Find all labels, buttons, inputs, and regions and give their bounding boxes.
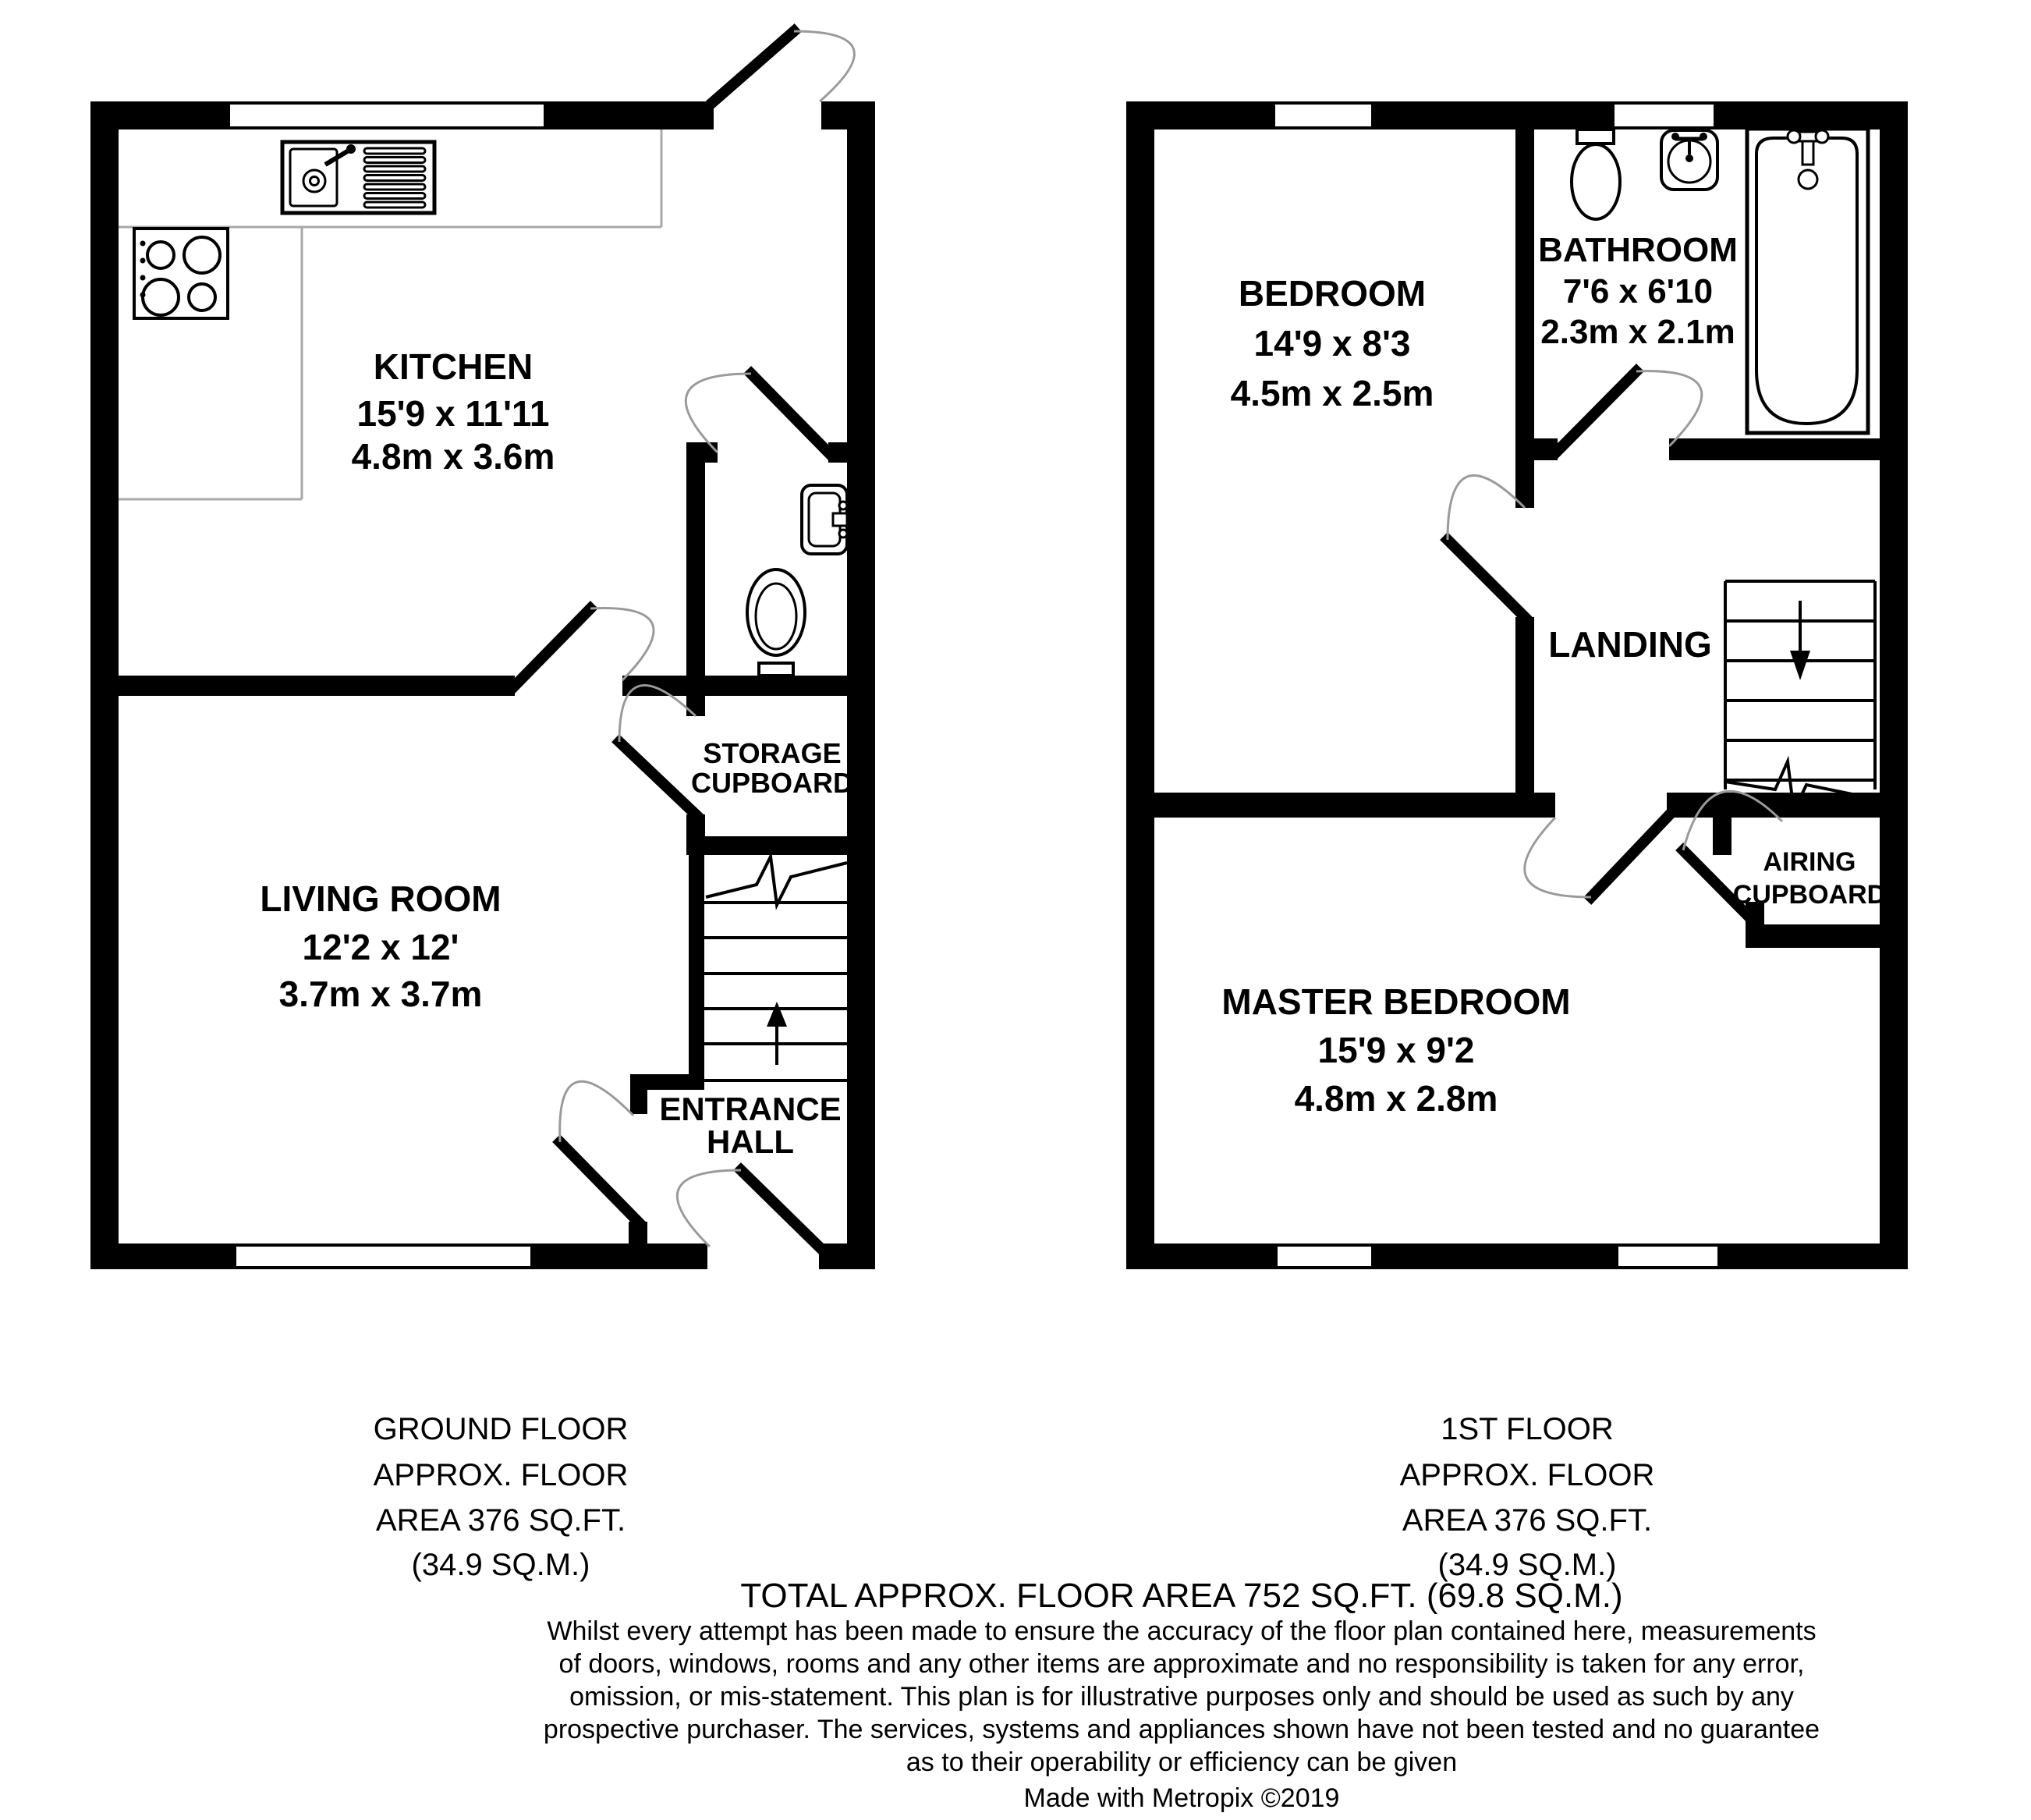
ground-floor-area-caption — [374, 1412, 629, 1582]
gf-caption-line3: AREA 376 SQ.FT. — [375, 1503, 626, 1538]
bathroom-dims-imperial: 7'6 x 6'10 — [1562, 272, 1714, 310]
storage-cupboard-label — [691, 737, 853, 799]
ff-caption-line3: AREA 376 SQ.FT. — [1402, 1503, 1653, 1538]
living-room-dims-imperial: 12'2 x 12' — [302, 927, 459, 967]
living-room-dims-metric: 3.7m x 3.7m — [278, 974, 483, 1014]
master-bedroom-name: MASTER BEDROOM — [1221, 981, 1571, 1022]
ff-caption-line4: (34.9 SQ.M.) — [1437, 1548, 1617, 1582]
disclaimer-line3: omission, or mis-statement. This plan is for illustrative purposes only and should be used as such by any — [569, 1682, 1794, 1712]
disclaimer-line2: of doors, windows, rooms and any other items are approximate and no responsibility is taken for any error, — [558, 1649, 1805, 1679]
first-floor-plan — [1126, 101, 1908, 1269]
kitchen-dims-metric: 4.8m x 3.6m — [351, 436, 555, 477]
ground-floor-plan — [90, 31, 875, 1269]
wc-basin-icon — [802, 485, 847, 554]
kitchen-sink-icon — [282, 142, 434, 213]
bathroom-dims-metric: 2.3m x 2.1m — [1540, 313, 1735, 351]
bathroom-label — [1538, 231, 1738, 351]
total-area-caption — [740, 1577, 1622, 1615]
disclaimer-line5: as to their operability or efficiency can be given — [906, 1747, 1458, 1777]
living-room-name: LIVING ROOM — [260, 878, 502, 919]
bedroom-door — [1448, 476, 1525, 617]
credit-text: Made with Metropix ©2019 — [1023, 1783, 1340, 1813]
bedroom-label — [1231, 273, 1434, 413]
disclaimer-line1: Whilst every attempt has been made to ensure the accuracy of the floor plan contained here, measurements — [547, 1616, 1817, 1646]
living-room-label — [260, 878, 501, 1014]
master-bedroom-dims-metric: 4.8m x 2.8m — [1294, 1078, 1498, 1119]
back-door — [714, 31, 854, 101]
stairs-up-icon — [704, 857, 847, 1080]
storage-line2: CUPBOARD — [690, 767, 854, 799]
stairs-down-icon — [1725, 581, 1875, 811]
bath-icon — [1747, 129, 1868, 433]
bedroom-dims-metric: 4.5m x 2.5m — [1230, 373, 1434, 413]
ff-caption-line1: 1ST FLOOR — [1441, 1412, 1614, 1446]
front-door — [677, 1170, 819, 1247]
master-bedroom-dims-imperial: 15'9 x 9'2 — [1317, 1030, 1475, 1070]
disclaimer-line4: prospective purchaser. The services, systems and appliances shown have not been tested and no guarantee — [543, 1715, 1820, 1744]
ff-caption-line2: APPROX. FLOOR — [1399, 1458, 1655, 1492]
gf-caption-line2: APPROX. FLOOR — [373, 1458, 629, 1492]
bathroom-toilet-icon — [1572, 129, 1620, 219]
entrance-hall-label — [659, 1091, 841, 1160]
bedroom-name: BEDROOM — [1238, 273, 1427, 314]
kitchen-dims-imperial: 15'9 x 11'11 — [356, 393, 550, 434]
entrance-line2: HALL — [707, 1123, 794, 1160]
airing-line1: AIRING — [1763, 847, 1856, 877]
kitchen-name: KITCHEN — [373, 346, 533, 387]
total-area-text: TOTAL APPROX. FLOOR AREA 752 SQ.FT. (69.8 SQ.M.) — [740, 1577, 1623, 1615]
master-bedroom-door — [1525, 818, 1667, 897]
kitchen-door — [515, 608, 654, 686]
wc-toilet-icon — [747, 569, 805, 676]
bedroom-dims-imperial: 14'9 x 8'3 — [1253, 323, 1411, 364]
wc-door — [686, 374, 828, 452]
gf-caption-line4: (34.9 SQ.M.) — [411, 1548, 590, 1582]
entrance-line1: ENTRANCE — [659, 1091, 842, 1127]
hall-living-door — [560, 1081, 638, 1222]
bathroom-basin-icon — [1661, 130, 1717, 190]
first-floor-area-caption — [1400, 1412, 1655, 1582]
landing-label — [1548, 624, 1712, 665]
hob-icon — [134, 229, 228, 318]
kitchen-label — [352, 346, 555, 477]
airing-cupboard-label — [1733, 847, 1886, 910]
disclaimer — [544, 1616, 1820, 1813]
gf-caption-line1: GROUND FLOOR — [373, 1412, 629, 1446]
storage-line1: STORAGE — [703, 737, 842, 769]
storage-cupboard-door — [619, 686, 696, 814]
airing-line2: CUPBOARD — [1732, 880, 1887, 910]
bathroom-name: BATHROOM — [1538, 231, 1738, 269]
landing-name: LANDING — [1548, 624, 1712, 665]
master-bedroom-label — [1221, 981, 1570, 1119]
